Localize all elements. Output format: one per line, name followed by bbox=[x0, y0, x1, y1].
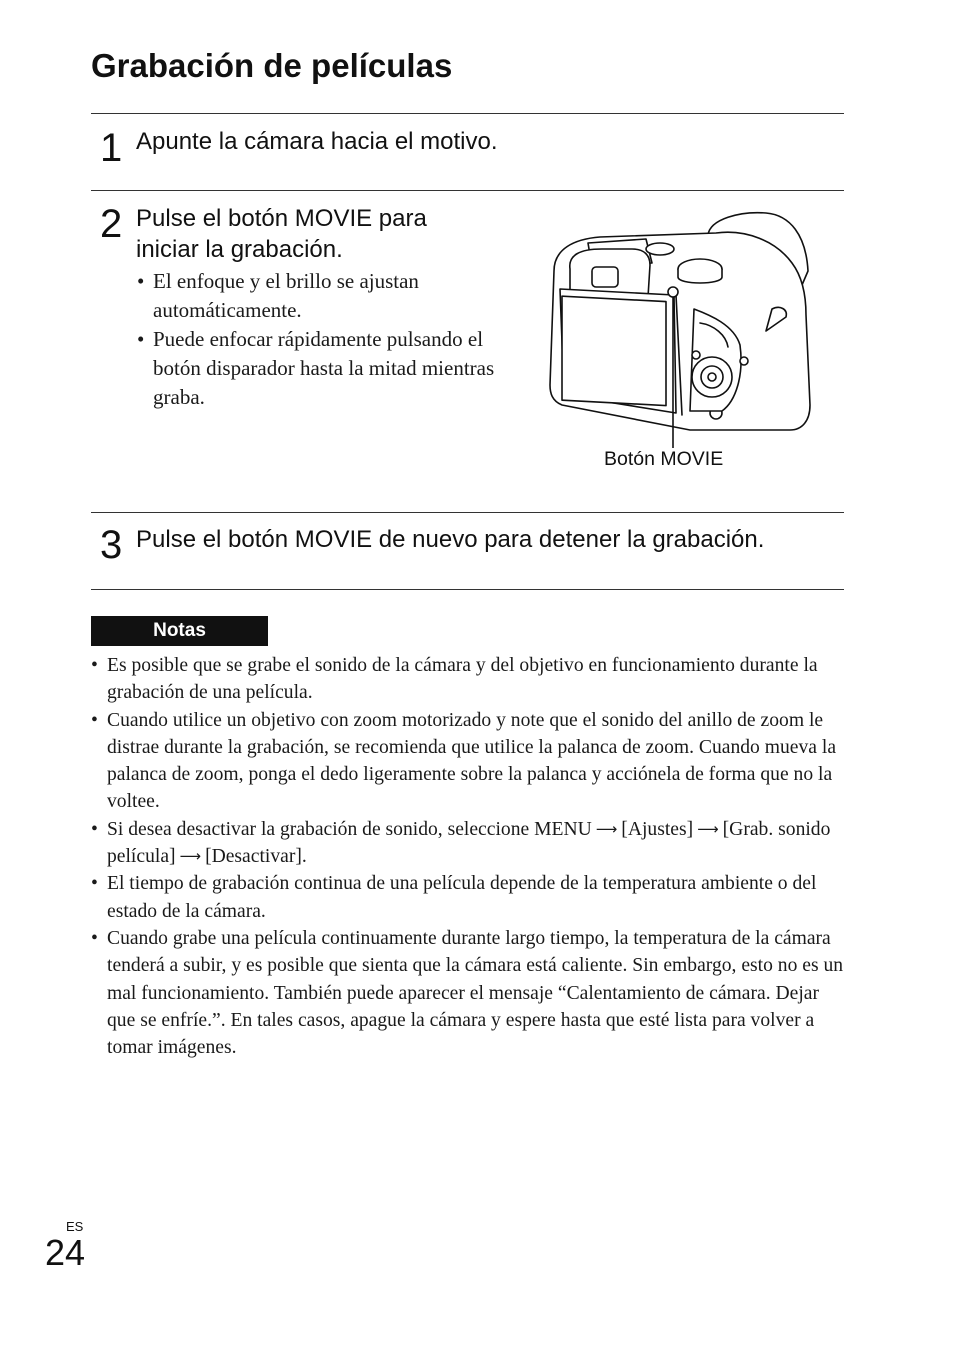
note-text: [Desactivar]. bbox=[205, 846, 307, 868]
notes-label: Notas bbox=[91, 616, 268, 646]
step-1-text: Apunte la cámara hacia el motivo. bbox=[136, 128, 498, 155]
note-text: [Ajustes] bbox=[621, 818, 694, 840]
list-item: • Es posible que se grabe el sonido de la cámara y del objetivo en funcionamiento durante la grabación de una película. bbox=[91, 652, 851, 707]
note-text: [Grab. sonido película] bbox=[107, 818, 831, 868]
divider bbox=[91, 589, 844, 590]
arrow-right-icon: ⟶ bbox=[697, 819, 719, 838]
arrow-right-icon: ⟶ bbox=[179, 847, 202, 866]
list-item: • Cuando grabe una película continuamente durante largo tiempo, la temperatura de la cámara tenderá a subir, y es posible que sienta que la cámara está caliente. Sin embargo, esto no es un mal funcionamiento. También puede aparecer el mensaje “Calentamiento de cámara. Dejar que se enfríe.”. En tales casos, apague la cámara y espere hasta que esté lista para volver a tomar imágenes. bbox=[91, 925, 851, 1061]
notes-list bbox=[91, 652, 851, 1061]
list-item bbox=[91, 816, 851, 871]
divider bbox=[91, 113, 844, 114]
list-item: • El enfoque y el brillo se ajustan automáticamente. bbox=[137, 267, 497, 325]
page-number: 24 bbox=[45, 1232, 86, 1273]
step-2-bullets bbox=[137, 267, 497, 412]
list-item: • Cuando utilice un objetivo con zoom motorizado y note que el sonido del anillo de zoom le distrae durante la grabación, se recomienda que utilice la palanca de zoom. Cuando mueva la palanca de zoom, ponga el dedo ligeramente sobre la palanca y acciónela de forma que no la voltee. bbox=[91, 707, 851, 816]
step-1-number: 1 bbox=[100, 126, 123, 170]
page-title: Grabación de películas bbox=[91, 47, 453, 84]
lcd-screen bbox=[562, 296, 666, 405]
list-item: • Puede enfocar rápidamente pulsando el botón disparador hasta la mitad mientras graba. bbox=[137, 325, 497, 412]
language-code: ES bbox=[66, 1219, 84, 1234]
step-3-text: Pulse el botón MOVIE de nuevo para detener la grabación. bbox=[136, 526, 765, 553]
camera-illustration bbox=[540, 205, 825, 450]
step-2-text: Pulse el botón MOVIE para iniciar la grabación. bbox=[136, 205, 427, 263]
divider bbox=[91, 190, 844, 191]
note-text: Si desea desactivar la grabación de sonido, seleccione MENU bbox=[107, 818, 592, 840]
divider bbox=[91, 512, 844, 513]
arrow-right-icon: ⟶ bbox=[595, 819, 618, 838]
figure-caption: Botón MOVIE bbox=[604, 448, 724, 470]
movie-button bbox=[668, 287, 678, 297]
step-2-number: 2 bbox=[100, 202, 123, 246]
step-3-number: 3 bbox=[100, 523, 123, 567]
list-item: • El tiempo de grabación continua de una película depende de la temperatura ambiente o del estado de la cámara. bbox=[91, 870, 851, 925]
